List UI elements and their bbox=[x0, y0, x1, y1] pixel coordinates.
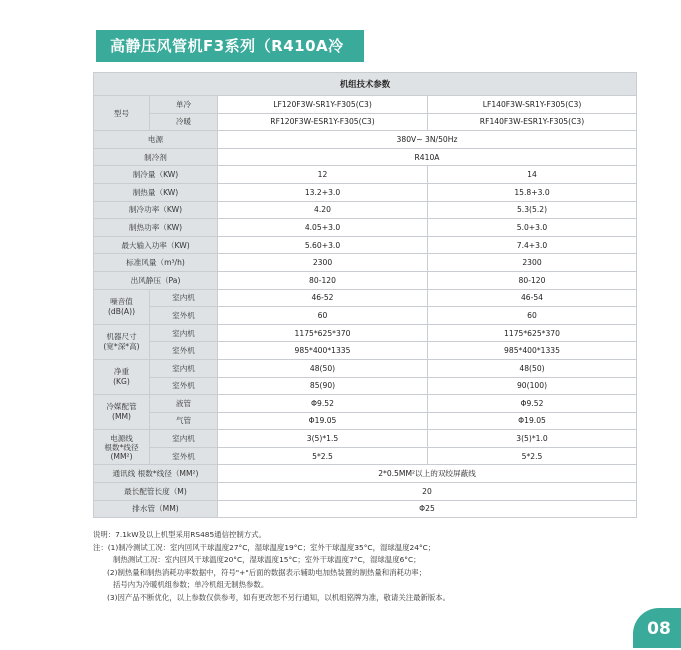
cell-value: 80-120 bbox=[428, 271, 637, 289]
cell-value: 12 bbox=[218, 166, 428, 184]
model-a-heat: RF120F3W-ESR1Y-F305(C3) bbox=[218, 113, 428, 131]
pipe-label: 冷媒配管 (MM) bbox=[94, 395, 150, 430]
outdoor-label: 室外机 bbox=[150, 447, 218, 465]
table-row bbox=[94, 324, 637, 342]
cell-value: 5.3(5.2) bbox=[428, 201, 637, 219]
note-line: (3)因产品不断优化，以上参数仅供参考，如有更改恕不另行通知，以机组铭牌为准，敬请关注最新版本。 bbox=[107, 592, 451, 602]
outdoor-label: 室外机 bbox=[150, 377, 218, 395]
cell-value: 1175*625*370 bbox=[428, 324, 637, 342]
cell-value: 48(50) bbox=[428, 359, 637, 377]
table-row bbox=[94, 483, 637, 501]
cell-value: 2300 bbox=[428, 254, 637, 272]
cell-value: Φ19.05 bbox=[428, 412, 637, 430]
weight-label: 净重 (KG) bbox=[94, 359, 150, 394]
indoor-label: 室内机 bbox=[150, 324, 218, 342]
note-line: 注：(1)制冷测试工况：室内回风干球温度27°C，湿球温度19°C；室外干球温度35°C，湿球温度24°C； bbox=[93, 542, 436, 552]
power-value: 380V~ 3N/50Hz bbox=[218, 131, 637, 149]
outdoor-label: 室外机 bbox=[150, 307, 218, 325]
table-row bbox=[94, 377, 637, 395]
cell-value: 80-120 bbox=[218, 271, 428, 289]
heat-pump-label: 冷暖 bbox=[150, 113, 218, 131]
row-label: 制冷功率（KW) bbox=[94, 201, 218, 219]
table-row bbox=[94, 201, 637, 219]
cell-value: 985*400*1335 bbox=[428, 342, 637, 360]
cell-value: 85(90) bbox=[218, 377, 428, 395]
cell-value: Φ9.52 bbox=[218, 395, 428, 413]
table-row bbox=[94, 359, 637, 377]
cell-value: Φ19.05 bbox=[218, 412, 428, 430]
table-row bbox=[94, 430, 637, 448]
drain-value: Φ25 bbox=[218, 500, 637, 518]
notes bbox=[93, 529, 633, 604]
row-label: 制热功率（KW) bbox=[94, 219, 218, 237]
table-row bbox=[94, 465, 637, 483]
model-a-cool: LF120F3W-SR1Y-F305(C3) bbox=[218, 96, 428, 114]
cell-value: 4.05+3.0 bbox=[218, 219, 428, 237]
cell-value: Φ9.52 bbox=[428, 395, 637, 413]
cell-value: 13.2+3.0 bbox=[218, 183, 428, 201]
model-label: 型号 bbox=[94, 96, 150, 131]
row-label: 制冷量（KW) bbox=[94, 166, 218, 184]
cell-value: 5*2.5 bbox=[218, 447, 428, 465]
drain-label: 排水管（MM) bbox=[94, 500, 218, 518]
table-row bbox=[94, 447, 637, 465]
indoor-label: 室内机 bbox=[150, 430, 218, 448]
cooling-only-label: 单冷 bbox=[150, 96, 218, 114]
cable-label: 电源线 根数*线径 (MM²) bbox=[94, 430, 150, 465]
table-row bbox=[94, 307, 637, 325]
row-label: 标准风量（m³/h) bbox=[94, 254, 218, 272]
cell-value: 5.60+3.0 bbox=[218, 236, 428, 254]
cell-value: 60 bbox=[428, 307, 637, 325]
comm-label: 通讯线 根数*线径（MM²) bbox=[94, 465, 218, 483]
table-row bbox=[94, 289, 637, 307]
row-label: 制热量（KW) bbox=[94, 183, 218, 201]
comm-value: 2*0.5MM²以上的双绞屏蔽线 bbox=[218, 465, 637, 483]
noise-label: 噪音值 (dB(A)) bbox=[94, 289, 150, 324]
table-row bbox=[94, 342, 637, 360]
cell-value: 5.0+3.0 bbox=[428, 219, 637, 237]
table-header: 机组技术参数 bbox=[94, 73, 637, 96]
cell-value: 1175*625*370 bbox=[218, 324, 428, 342]
note-line: (2)制热量和制热消耗功率数据中，符号"+"后面的数据表示辅助电加热装置的制热量和消耗功率； bbox=[107, 567, 427, 577]
table-row bbox=[94, 271, 637, 289]
refrigerant-label: 制冷剂 bbox=[94, 148, 218, 166]
outdoor-label: 室外机 bbox=[150, 342, 218, 360]
power-label: 电源 bbox=[94, 131, 218, 149]
cell-value: 15.8+3.0 bbox=[428, 183, 637, 201]
cell-value: 7.4+3.0 bbox=[428, 236, 637, 254]
maxpipe-value: 20 bbox=[218, 483, 637, 501]
indoor-label: 室内机 bbox=[150, 359, 218, 377]
note-line: 括号内为冷暖机组参数；单冷机组无制热参数。 bbox=[113, 580, 269, 589]
cell-value: 985*400*1335 bbox=[218, 342, 428, 360]
cell-value: 14 bbox=[428, 166, 637, 184]
model-b-heat: RF140F3W-ESR1Y-F305(C3) bbox=[428, 113, 637, 131]
table-row bbox=[94, 254, 637, 272]
table-row bbox=[94, 219, 637, 237]
note-line: 说明：7.1kW及以上机型采用RS485通信控制方式。 bbox=[93, 530, 266, 539]
cell-value: 46-54 bbox=[428, 289, 637, 307]
cell-value: 48(50) bbox=[218, 359, 428, 377]
cell-value: 3(5)*1.5 bbox=[218, 430, 428, 448]
cell-value: 3(5)*1.0 bbox=[428, 430, 637, 448]
indoor-label: 室内机 bbox=[150, 289, 218, 307]
table-row bbox=[94, 73, 637, 96]
size-label: 机器尺寸 (宽*深*高) bbox=[94, 324, 150, 359]
table-row bbox=[94, 183, 637, 201]
table-row bbox=[94, 148, 637, 166]
table-row bbox=[94, 412, 637, 430]
table-row bbox=[94, 96, 637, 114]
cell-value: 2300 bbox=[218, 254, 428, 272]
section-title: 高静压风管机F3系列（R410A冷 bbox=[96, 30, 364, 62]
table-row bbox=[94, 113, 637, 131]
cell-value: 46-52 bbox=[218, 289, 428, 307]
table-row bbox=[94, 166, 637, 184]
spec-table bbox=[93, 72, 637, 518]
row-label: 最大输入功率（KW) bbox=[94, 236, 218, 254]
row-label: 出风静压（Pa) bbox=[94, 271, 218, 289]
maxpipe-label: 最长配管长度（M) bbox=[94, 483, 218, 501]
table-row bbox=[94, 395, 637, 413]
cell-value: 60 bbox=[218, 307, 428, 325]
refrigerant-value: R410A bbox=[218, 148, 637, 166]
page-number: 08 bbox=[633, 608, 681, 648]
cell-value: 90(100) bbox=[428, 377, 637, 395]
liquid-pipe-label: 液管 bbox=[150, 395, 218, 413]
table-row bbox=[94, 500, 637, 518]
gas-pipe-label: 气管 bbox=[150, 412, 218, 430]
note-line: 制热测试工况：室内回风干球温度20°C，湿球温度15°C；室外干球温度7°C，湿球温度6°C； bbox=[113, 555, 421, 564]
model-b-cool: LF140F3W-SR1Y-F305(C3) bbox=[428, 96, 637, 114]
cell-value: 4.20 bbox=[218, 201, 428, 219]
table-row bbox=[94, 131, 637, 149]
table-row bbox=[94, 236, 637, 254]
cell-value: 5*2.5 bbox=[428, 447, 637, 465]
